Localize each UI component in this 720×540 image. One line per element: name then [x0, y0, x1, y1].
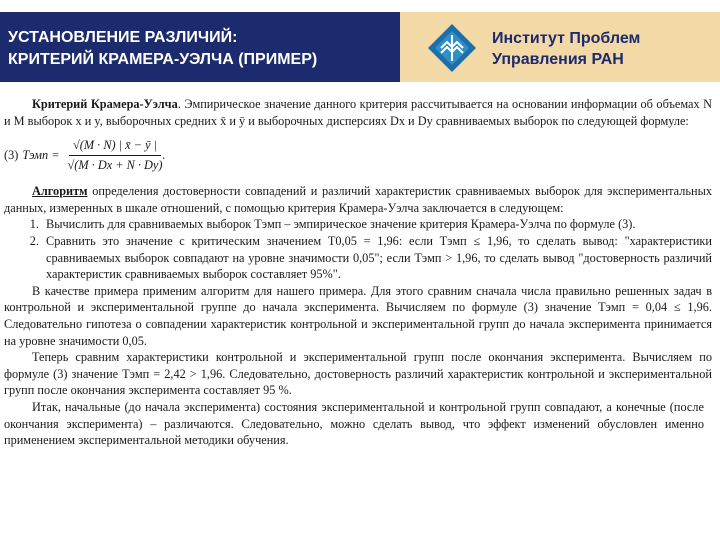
formula-3: [4, 131, 712, 179]
slide-title: [0, 12, 400, 82]
formula-numerator: √(M · N) | x̄ − ȳ |: [69, 137, 161, 156]
algorithm-step: 2. Сравнить это значение с критическим значением T0,05 = 1,96: если Tэмп ≤ 1,96, то сделать вывод: "характеристики сравниваемых выборок совпадают на уровне значимости 0,05"; если Tэмп > 1,96, то сделать вывод "достоверность различий характеристик сравниваемых выборок составляет 95%".: [42, 233, 712, 283]
algorithm-term: Алгоритм: [32, 184, 88, 199]
org-banner: [400, 12, 720, 82]
org-name: [492, 28, 640, 70]
org-name-line1: Институт Проблем: [492, 30, 641, 47]
slide-title-line1: УСТАНОВЛЕНИЕ РАЗЛИЧИЙ:: [8, 29, 238, 46]
criterion-term: Критерий Крамера-Уэлча: [32, 97, 178, 111]
slide-header: [0, 0, 720, 86]
formula-lhs: Tэмп =: [22, 147, 60, 162]
formula-fraction: [67, 137, 166, 173]
algorithm-paragraph: [4, 183, 712, 216]
algorithm-text: определения достоверности совпадений и различий характеристик сравниваемых выборок для экспериментальных данных, измеренных в шкале отношений, с помощью критерия Крамера-Уэлча заключается в следующем:: [4, 184, 712, 215]
slide-title-line2: КРИТЕРИЙ КРАМЕРА-УЭЛЧА (ПРИМЕР): [8, 51, 318, 68]
algorithm-steps: [4, 216, 712, 282]
example-paragraph-3: Итак, начальные (до начала эксперимента) состояния экспериментальной и контрольной групп совпадают, а конечные (после окончания эксперимента) – различаются. Следовательно, можно сделать вывод, что эффект изменений обусловлен именно применением экспериментальной методики обучения.: [4, 399, 704, 448]
formula-number: (3): [4, 147, 19, 162]
slide-body: [4, 96, 712, 449]
intro-text: . Эмпирическое значение данного критерия рассчитывается на основании информации об объемах N и M выборок x и y, выборочных средних x̄ и ȳ и выборочных дисперсиях Dx и Dy сравниваемых выборок по следующей формуле:: [4, 97, 713, 128]
example-paragraph-1: В качестве примера применим алгоритм для нашего примера. Для этого сравним сначала числа правильно решенных задач в контрольной и экспериментальной группе до начала эксперимента. Вычисляем по формуле (3) значение Tэмп = 0,04 ≤ 1,96. Следовательно гипотеза о совпадении характеристик контрольной и экспериментальной групп до начала эксперимента принимается на уровне значимости 0,05.: [4, 283, 712, 348]
example-paragraph-2: Теперь сравним характеристики контрольной и экспериментальной групп после окончания эксперимента. Вычисляем по формуле (3) значение Tэмп = 2,42 > 1,96. Следовательно, достоверность различий характеристик контрольной и экспериментальной групп после окончания эксперимента составляет 95 %.: [4, 350, 712, 398]
algorithm-step: 1. Вычислить для сравниваемых выборок Tэмп – эмпирическое значение критерия Крамера-Уэлча по формуле (3).: [42, 216, 712, 233]
intro-paragraph: [4, 96, 712, 129]
institute-logo-icon: [426, 22, 478, 74]
formula-end: .: [162, 147, 166, 162]
formula-denominator: √(M · Dx + N · Dy): [67, 157, 163, 172]
org-name-line2: Управления РАН: [492, 51, 624, 68]
